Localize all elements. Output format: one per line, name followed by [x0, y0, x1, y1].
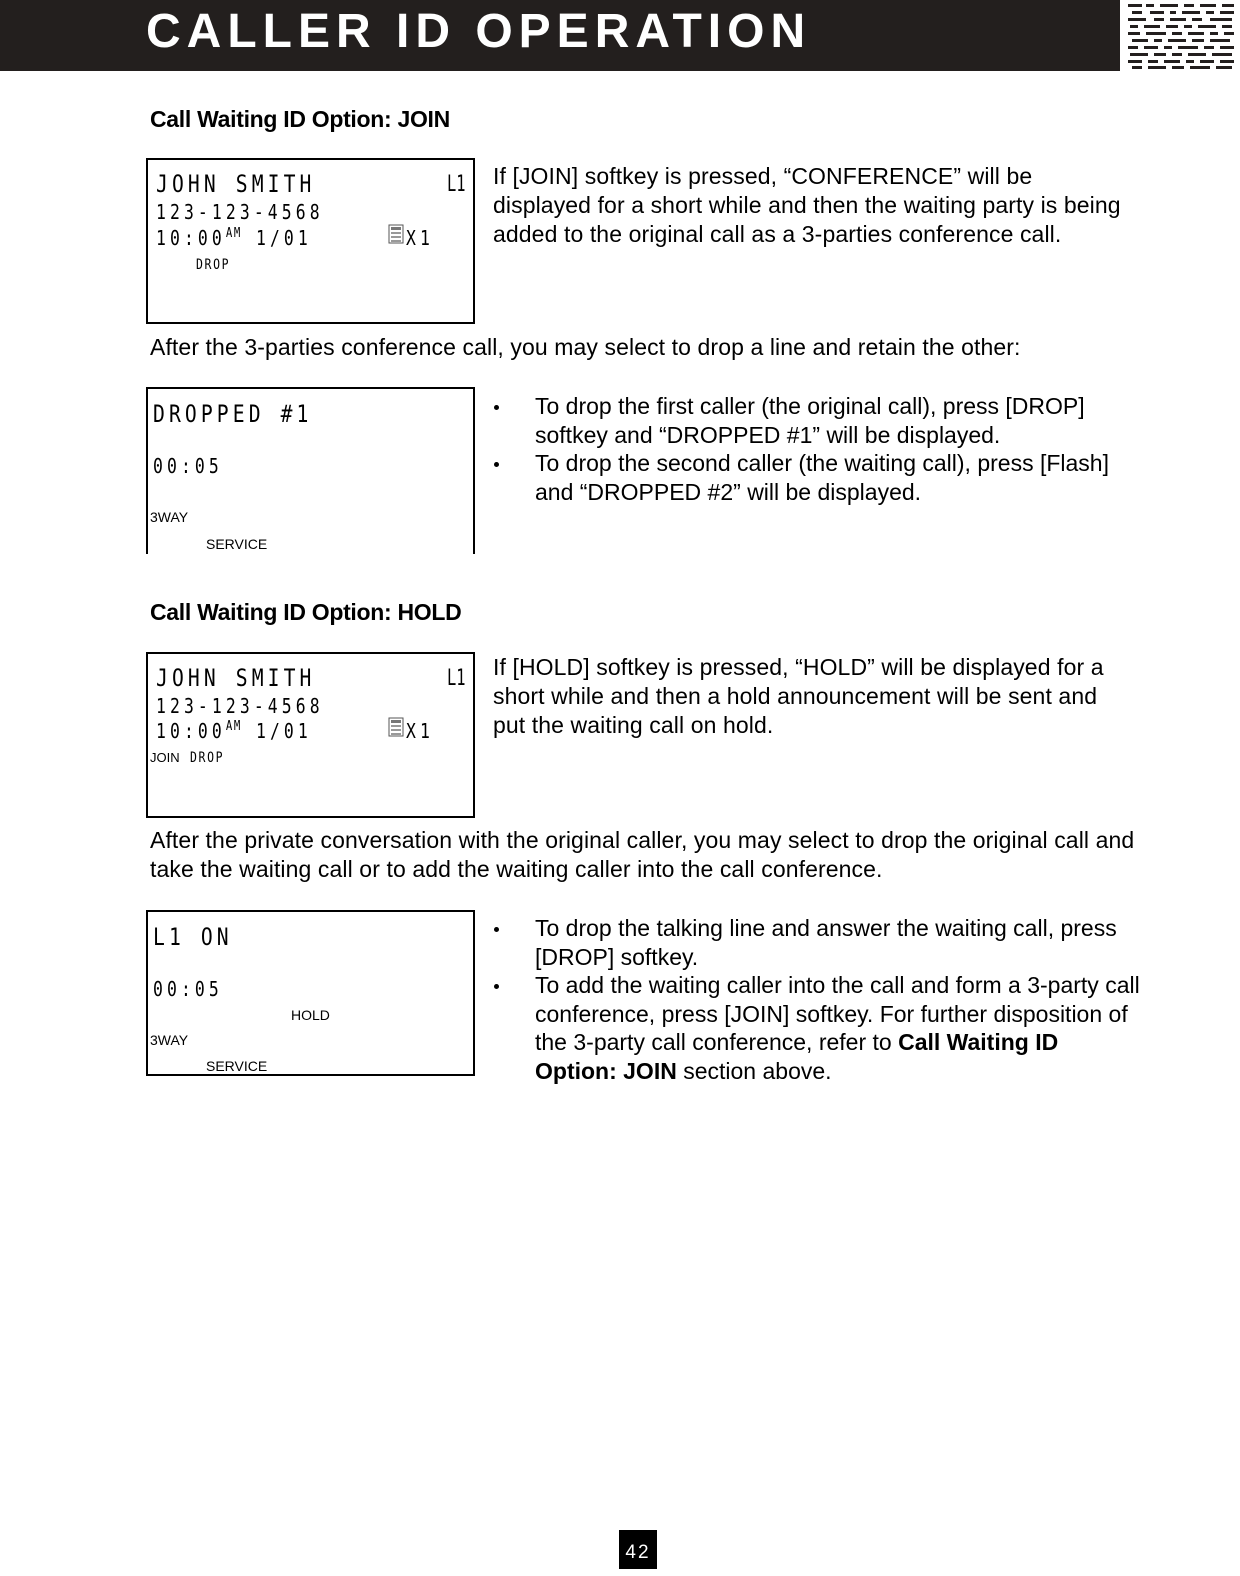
header-bar [0, 0, 1120, 71]
lcd-softkey-service: SERVICE [206, 536, 268, 552]
lcd-line-indicator: L1 [446, 666, 465, 691]
lcd-dropped-title: DROPPED #1 [153, 400, 313, 428]
lcd-ampm: AM [225, 226, 242, 241]
lcd-caller-name: JOHN SMITH [156, 664, 316, 692]
handset-icon [388, 717, 404, 737]
lcd-softkey-hold: HOLD [291, 1007, 330, 1023]
bullet-icon [494, 405, 499, 410]
bullet-text-suffix: section above. [676, 1057, 832, 1084]
corner-pattern [1126, 2, 1238, 70]
lcd-time: 10:00 [156, 226, 226, 250]
lcd-dropped-display [146, 387, 475, 554]
lcd-caller-name: JOHN SMITH [156, 170, 316, 198]
bullet-text: To drop the talking line and answer the waiting call, press [DROP] softkey. [535, 915, 1117, 970]
list-item [492, 971, 1142, 1085]
hold-section-heading: Call Waiting ID Option: HOLD [150, 599, 462, 625]
hold-after-text: After the private conversation with the original caller, you may select to drop the original call and take the waiting call or to add the waiting caller into the call conference. [150, 827, 1135, 882]
handset-icon [388, 224, 404, 244]
lcd-time: 10:00 [156, 719, 226, 743]
lcd-timer: 00:05 [153, 977, 223, 1001]
bullet-icon [494, 927, 499, 932]
lcd-ampm: AM [225, 719, 242, 734]
lcd-call-count: X1 [406, 719, 434, 743]
page-title: CALLER ID OPERATION [146, 5, 812, 58]
lcd-softkey-service: SERVICE [206, 1058, 268, 1074]
lcd-caller-number: 123-123-4568 [156, 200, 324, 224]
lcd-softkey-join: JOIN [150, 750, 180, 765]
hold-bullet-list [492, 914, 1142, 1085]
lcd-softkey-3way: 3WAY [150, 509, 189, 525]
bullet-icon [494, 984, 499, 989]
lcd-date: 1/01 [255, 226, 312, 250]
join-description: If [JOIN] softkey is pressed, “CONFERENCE” will be displayed for a short while and then the waiting party is being added to the original call as a 3-parties conference call. [493, 163, 1121, 247]
lcd-l1-on-display [146, 910, 475, 1076]
lcd-date: 1/01 [255, 719, 312, 743]
lcd-hold-caller-display [146, 652, 475, 818]
lcd-call-count: X1 [406, 226, 434, 250]
join-bullet-list [492, 392, 1142, 506]
join-after-text: After the 3-parties conference call, you may select to drop a line and retain the other: [150, 334, 1021, 360]
lcd-caller-number: 123-123-4568 [156, 694, 324, 718]
lcd-softkey-drop: DROP [196, 257, 231, 273]
bullet-bold-reference: Call Waiting ID Option: JOIN [535, 1029, 1059, 1084]
lcd-line-indicator: L1 [446, 172, 465, 197]
page-number: 42 [619, 1530, 657, 1569]
lcd-time-date [156, 226, 312, 250]
bullet-icon [494, 462, 499, 467]
lcd-softkey-3way: 3WAY [150, 1032, 189, 1048]
bullet-text: To add the waiting caller into the call and form a 3-party call conference, press [JOIN] softkey. For further disposition of the 3-party call conference, refer to [535, 972, 1140, 1055]
lcd-softkey-drop: DROP [190, 750, 225, 766]
lcd-join-caller-display [146, 158, 475, 324]
list-item [492, 449, 1142, 506]
list-item [492, 914, 1142, 971]
list-item [492, 392, 1142, 449]
join-section-heading: Call Waiting ID Option: JOIN [150, 106, 450, 132]
lcd-l1-title: L1 ON [153, 923, 233, 951]
hold-description: If [HOLD] softkey is pressed, “HOLD” will be displayed for a short while and then a hold announcement will be sent and put the waiting call on hold. [493, 654, 1104, 738]
bullet-text: To drop the first caller (the original call), press [DROP] softkey and “DROPPED #1” will be displayed. [535, 393, 1085, 448]
lcd-timer: 00:05 [153, 454, 223, 478]
lcd-time-date [156, 719, 312, 743]
bullet-text: To drop the second caller (the waiting call), press [Flash] and “DROPPED #2” will be displayed. [535, 450, 1109, 505]
